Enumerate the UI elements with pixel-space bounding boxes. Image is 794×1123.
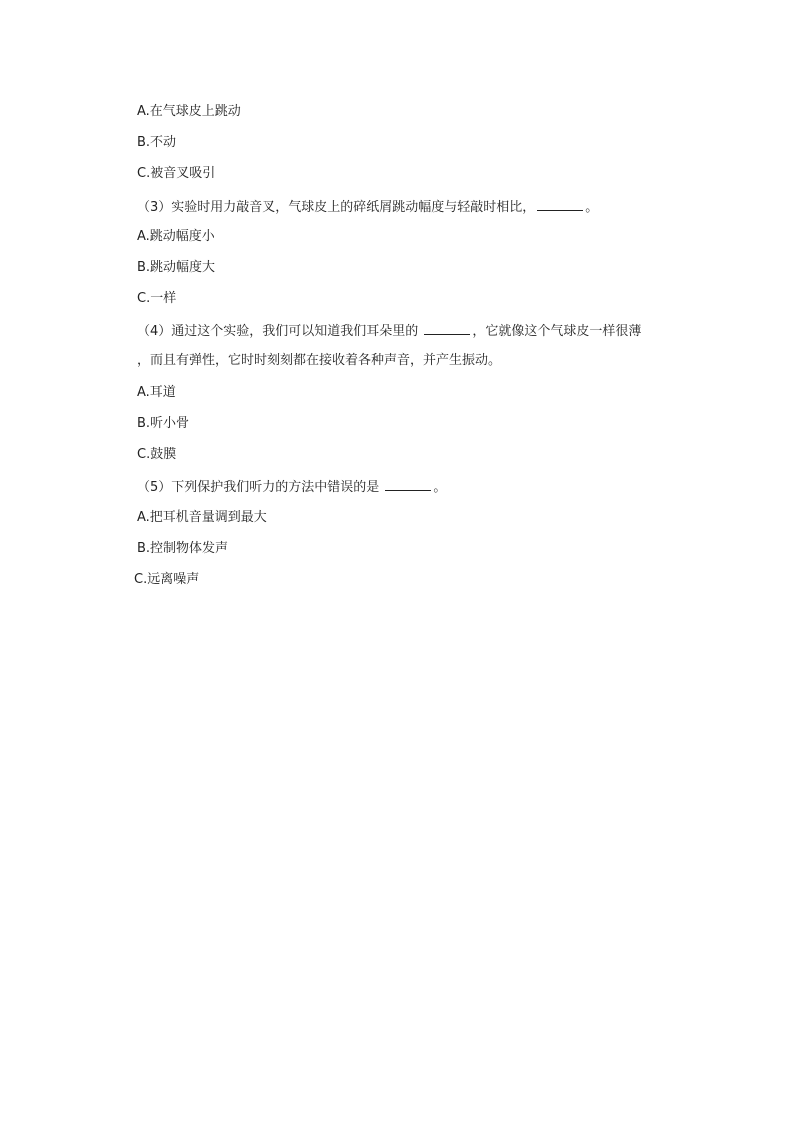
q5-option-c: C.远离噪声 (134, 572, 200, 587)
q3-stem (137, 198, 598, 216)
q4-stem (137, 322, 641, 340)
q3-option-a: A.跳动幅度小 (137, 229, 215, 244)
q4-option-a: A.耳道 (137, 385, 176, 400)
q2-option-c: C.被音叉吸引 (137, 166, 216, 181)
q5-stem-end: 。 (433, 480, 447, 495)
q3-option-c: C.一样 (137, 291, 177, 306)
q5-stem-text: （5）下列保护我们听力的方法中错误的是 (137, 480, 384, 495)
q5-option-b: B.控制物体发声 (137, 541, 229, 556)
q4-stem-end: ，它就像这个气球皮一样很薄 (472, 324, 642, 339)
q4-option-c: C.鼓膜 (137, 447, 177, 462)
q3-stem-text: （3）实验时用力敲音叉，气球皮上的碎纸屑跳动幅度与轻敲时相比， (137, 200, 536, 215)
q3-answer-blank (537, 198, 583, 211)
q5-option-a: A.把耳机音量调到最大 (137, 510, 267, 525)
q3-option-b: B.跳动幅度大 (137, 260, 216, 275)
q4-stem-line2: ，而且有弹性，它时时刻刻都在接收着各种声音，并产生振动。 (137, 353, 502, 368)
q3-stem-end: 。 (585, 200, 599, 215)
q4-answer-blank (424, 322, 470, 335)
q5-stem (137, 478, 446, 496)
q4-stem-text: （4）通过这个实验，我们可以知道我们耳朵里的 (137, 324, 423, 339)
q5-answer-blank (385, 478, 431, 491)
q4-option-b: B.听小骨 (137, 416, 190, 431)
q2-option-a: A.在气球皮上跳动 (137, 104, 241, 119)
q2-option-b: B.不动 (137, 135, 177, 150)
